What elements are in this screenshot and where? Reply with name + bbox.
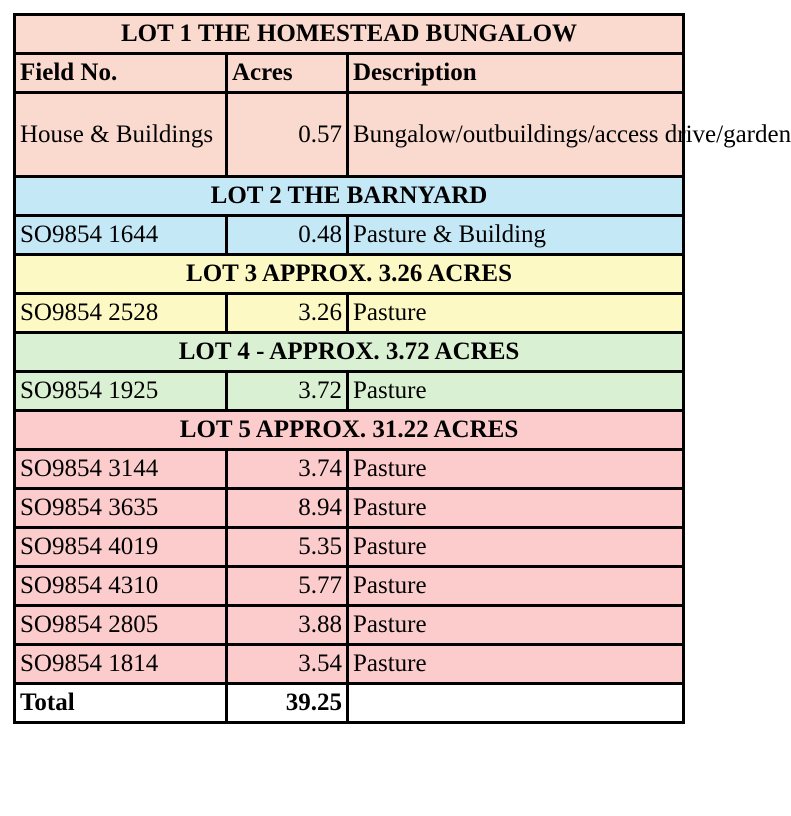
lot-1-title-row	[15, 15, 684, 54]
lot-3-title-row	[15, 255, 684, 294]
table-row	[15, 294, 684, 333]
field-no-cell: SO9854 3144	[15, 450, 227, 489]
description-cell: Bungalow/outbuildings/access drive/garden	[348, 93, 684, 177]
total-acres: 39.25	[227, 684, 348, 723]
field-no-cell: SO9854 1925	[15, 372, 227, 411]
description-cell: Pasture	[348, 567, 684, 606]
table-row	[15, 645, 684, 684]
acres-cell: 3.26	[227, 294, 348, 333]
header-acres: Acres	[227, 54, 348, 93]
table-row	[15, 528, 684, 567]
field-no-cell: SO9854 2528	[15, 294, 227, 333]
acres-cell: 0.57	[227, 93, 348, 177]
description-cell: Pasture	[348, 450, 684, 489]
acres-cell: 3.74	[227, 450, 348, 489]
lot-5-title: LOT 5 APPROX. 31.22 ACRES	[15, 411, 684, 450]
lot-2-title-row	[15, 177, 684, 216]
field-no-cell: SO9854 1644	[15, 216, 227, 255]
lot-1-title: LOT 1 THE HOMESTEAD BUNGALOW	[15, 15, 684, 54]
acres-cell: 3.54	[227, 645, 348, 684]
lots-table	[13, 13, 791, 724]
acres-cell: 3.72	[227, 372, 348, 411]
description-cell: Pasture	[348, 294, 684, 333]
acres-cell: 5.35	[227, 528, 348, 567]
field-no-cell: SO9854 4310	[15, 567, 227, 606]
field-no-cell: House & Buildings	[15, 93, 227, 177]
lot-2-title: LOT 2 THE BARNYARD	[15, 177, 684, 216]
description-cell: Pasture	[348, 645, 684, 684]
field-no-cell: SO9854 3635	[15, 489, 227, 528]
table-row	[15, 216, 684, 255]
table-row	[15, 489, 684, 528]
lot-3-title: LOT 3 APPROX. 3.26 ACRES	[15, 255, 684, 294]
description-cell: Pasture	[348, 528, 684, 567]
description-cell: Pasture	[348, 606, 684, 645]
description-cell: Pasture	[348, 489, 684, 528]
description-cell: Pasture & Building	[348, 216, 684, 255]
acres-cell: 5.77	[227, 567, 348, 606]
table-row	[15, 93, 684, 177]
table-row	[15, 567, 684, 606]
lot-4-title: LOT 4 - APPROX. 3.72 ACRES	[15, 333, 684, 372]
header-description: Description	[348, 54, 684, 93]
field-no-cell: SO9854 4019	[15, 528, 227, 567]
acres-cell: 8.94	[227, 489, 348, 528]
field-no-cell: SO9854 2805	[15, 606, 227, 645]
table-row	[15, 606, 684, 645]
header-field-no: Field No.	[15, 54, 227, 93]
lot-4-title-row	[15, 333, 684, 372]
table-row	[15, 450, 684, 489]
table-row	[15, 372, 684, 411]
total-label: Total	[15, 684, 227, 723]
lot-5-title-row	[15, 411, 684, 450]
acres-cell: 3.88	[227, 606, 348, 645]
acres-cell: 0.48	[227, 216, 348, 255]
field-no-cell: SO9854 1814	[15, 645, 227, 684]
total-row	[15, 684, 684, 723]
total-description	[348, 684, 684, 723]
description-cell: Pasture	[348, 372, 684, 411]
header-row	[15, 54, 684, 93]
